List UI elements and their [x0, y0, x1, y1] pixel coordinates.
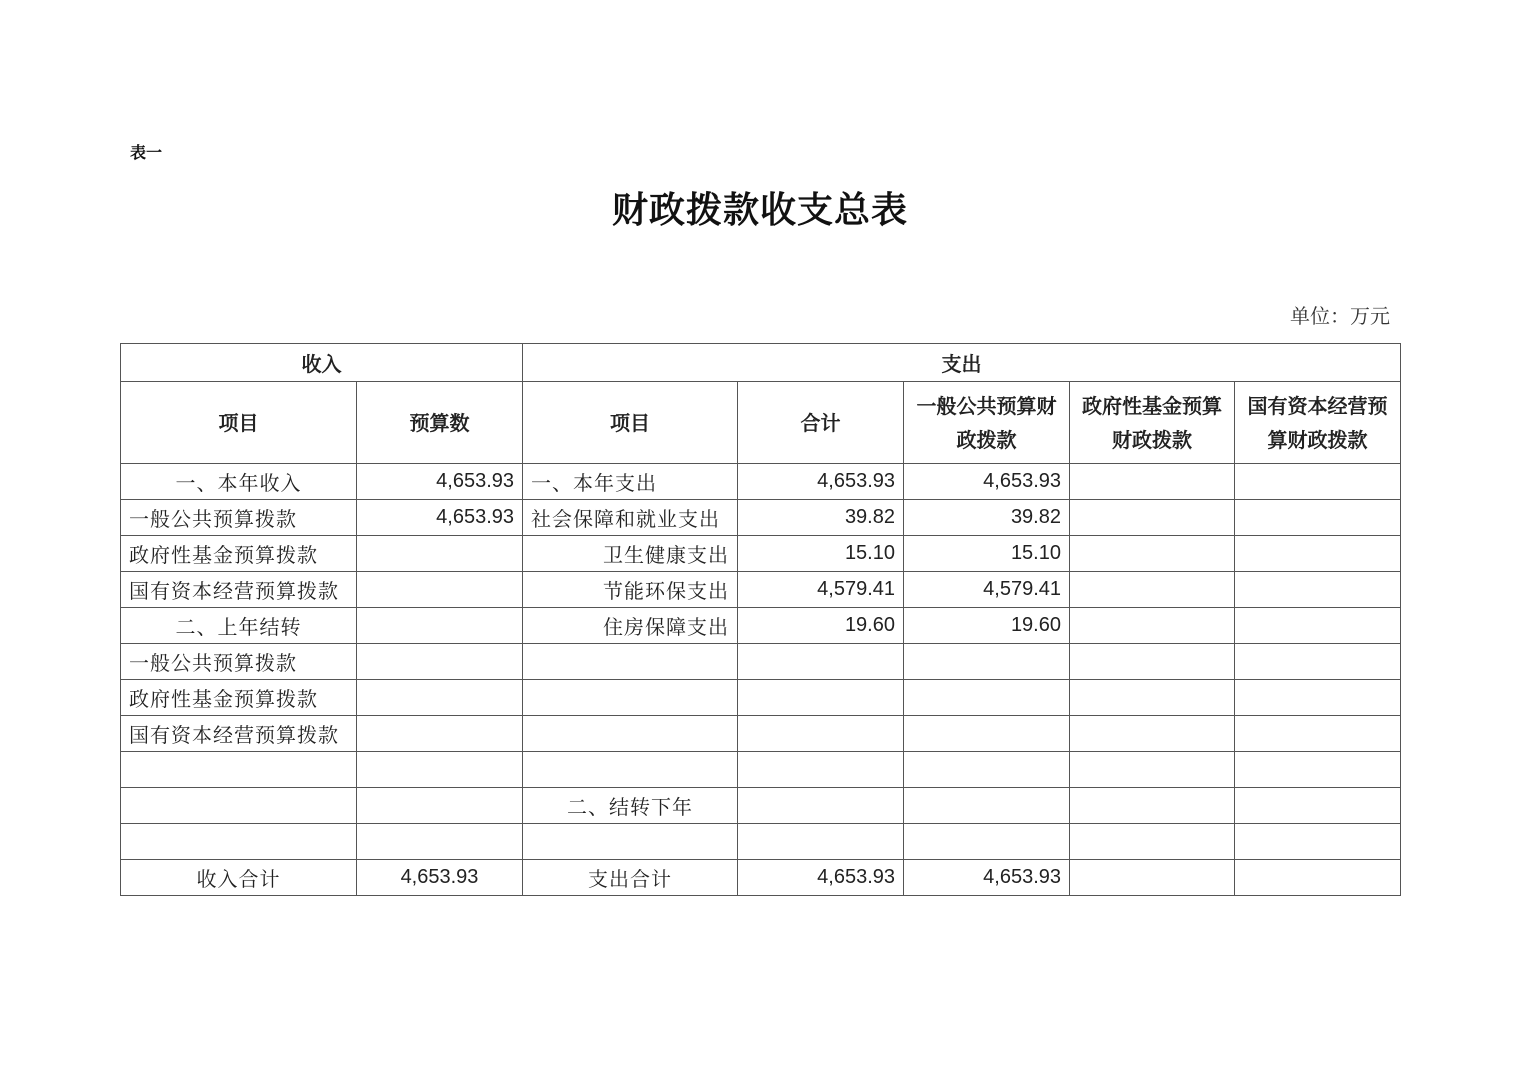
income-item-cell: 二、上年结转 — [121, 608, 357, 644]
total-cell: 4,653.93 — [738, 464, 904, 500]
table-row — [121, 824, 1401, 860]
income-budget-cell: 4,653.93 — [357, 464, 523, 500]
gov-fund-cell — [1070, 824, 1235, 860]
state-capital-cell — [1235, 716, 1401, 752]
general-budget-cell — [904, 680, 1070, 716]
income-item-cell — [121, 788, 357, 824]
header-income-budget: 预算数 — [357, 382, 523, 464]
state-capital-cell — [1235, 824, 1401, 860]
income-item-cell — [121, 824, 357, 860]
state-capital-cell — [1235, 464, 1401, 500]
table-number-label: 表一 — [130, 143, 163, 162]
gov-fund-cell — [1070, 752, 1235, 788]
unit-label: 单位：万元 — [1290, 304, 1390, 328]
state-capital-cell — [1235, 608, 1401, 644]
gov-fund-cell — [1070, 572, 1235, 608]
expense-item-cell: 住房保障支出 — [523, 608, 738, 644]
table-body — [121, 464, 1401, 896]
expense-group-header: 支出 — [523, 344, 1401, 382]
total-cell: 4,579.41 — [738, 572, 904, 608]
table-row — [121, 608, 1401, 644]
state-capital-cell — [1235, 536, 1401, 572]
general-budget-cell: 4,579.41 — [904, 572, 1070, 608]
income-item-cell: 国有资本经营预算拨款 — [121, 572, 357, 608]
income-item-cell — [121, 752, 357, 788]
expense-item-cell: 卫生健康支出 — [523, 536, 738, 572]
table-row — [121, 788, 1401, 824]
total-cell — [738, 716, 904, 752]
state-capital-cell — [1235, 680, 1401, 716]
page-title: 财政拨款收支总表 — [611, 189, 908, 231]
total-cell — [738, 752, 904, 788]
general-budget-cell: 39.82 — [904, 500, 1070, 536]
expense-item-cell: 支出合计 — [523, 860, 738, 896]
gov-fund-cell — [1070, 608, 1235, 644]
income-budget-cell — [357, 536, 523, 572]
general-budget-cell: 15.10 — [904, 536, 1070, 572]
header-income-item: 项目 — [121, 382, 357, 464]
income-budget-cell — [357, 824, 523, 860]
expense-item-cell — [523, 716, 738, 752]
table-row — [121, 716, 1401, 752]
gov-fund-cell — [1070, 464, 1235, 500]
expense-item-cell — [523, 824, 738, 860]
gov-fund-cell — [1070, 644, 1235, 680]
income-budget-cell — [357, 644, 523, 680]
total-cell — [738, 644, 904, 680]
state-capital-cell — [1235, 788, 1401, 824]
state-capital-cell — [1235, 572, 1401, 608]
income-item-cell: 一般公共预算拨款 — [121, 500, 357, 536]
totals-row — [121, 860, 1401, 896]
income-item-cell: 国有资本经营预算拨款 — [121, 716, 357, 752]
income-item-cell: 一般公共预算拨款 — [121, 644, 357, 680]
income-budget-cell — [357, 716, 523, 752]
table-row — [121, 680, 1401, 716]
table-row — [121, 644, 1401, 680]
expense-item-cell — [523, 644, 738, 680]
income-budget-cell — [357, 572, 523, 608]
total-cell — [738, 788, 904, 824]
general-budget-cell: 19.60 — [904, 608, 1070, 644]
general-budget-cell: 4,653.93 — [904, 464, 1070, 500]
table-row — [121, 752, 1401, 788]
fiscal-appropriation-table — [120, 343, 1401, 896]
general-budget-cell: 4,653.93 — [904, 860, 1070, 896]
expense-item-cell: 一、本年支出 — [523, 464, 738, 500]
total-cell: 4,653.93 — [738, 860, 904, 896]
expense-item-cell: 节能环保支出 — [523, 572, 738, 608]
state-capital-cell — [1235, 752, 1401, 788]
income-budget-cell — [357, 752, 523, 788]
expense-item-cell — [523, 680, 738, 716]
gov-fund-cell — [1070, 536, 1235, 572]
header-total: 合计 — [738, 382, 904, 464]
income-item-cell: 收入合计 — [121, 860, 357, 896]
gov-fund-cell — [1070, 860, 1235, 896]
header-general-budget: 一般公共预算财政拨款 — [904, 382, 1070, 464]
general-budget-cell — [904, 752, 1070, 788]
general-budget-cell — [904, 716, 1070, 752]
total-cell — [738, 680, 904, 716]
income-budget-cell — [357, 608, 523, 644]
general-budget-cell — [904, 824, 1070, 860]
header-expense-item: 项目 — [523, 382, 738, 464]
state-capital-cell — [1235, 644, 1401, 680]
general-budget-cell — [904, 644, 1070, 680]
total-cell — [738, 824, 904, 860]
total-cell: 15.10 — [738, 536, 904, 572]
gov-fund-cell — [1070, 500, 1235, 536]
gov-fund-cell — [1070, 680, 1235, 716]
table-row — [121, 572, 1401, 608]
income-budget-cell — [357, 680, 523, 716]
state-capital-cell — [1235, 860, 1401, 896]
gov-fund-cell — [1070, 716, 1235, 752]
income-budget-cell — [357, 788, 523, 824]
table-row — [121, 536, 1401, 572]
income-budget-cell: 4,653.93 — [357, 500, 523, 536]
income-item-cell: 政府性基金预算拨款 — [121, 680, 357, 716]
total-cell: 39.82 — [738, 500, 904, 536]
gov-fund-cell — [1070, 788, 1235, 824]
group-header-row — [121, 344, 1401, 382]
expense-item-cell — [523, 752, 738, 788]
income-group-header: 收入 — [121, 344, 523, 382]
column-header-row — [121, 382, 1401, 464]
header-state-capital-budget: 国有资本经营预算财政拨款 — [1235, 382, 1401, 464]
table-row — [121, 500, 1401, 536]
income-item-cell: 一、本年收入 — [121, 464, 357, 500]
header-gov-fund-budget: 政府性基金预算财政拨款 — [1070, 382, 1235, 464]
income-budget-cell: 4,653.93 — [357, 860, 523, 896]
total-cell: 19.60 — [738, 608, 904, 644]
table-row — [121, 464, 1401, 500]
state-capital-cell — [1235, 500, 1401, 536]
income-item-cell: 政府性基金预算拨款 — [121, 536, 357, 572]
general-budget-cell — [904, 788, 1070, 824]
expense-item-cell: 二、结转下年 — [523, 788, 738, 824]
expense-item-cell: 社会保障和就业支出 — [523, 500, 738, 536]
